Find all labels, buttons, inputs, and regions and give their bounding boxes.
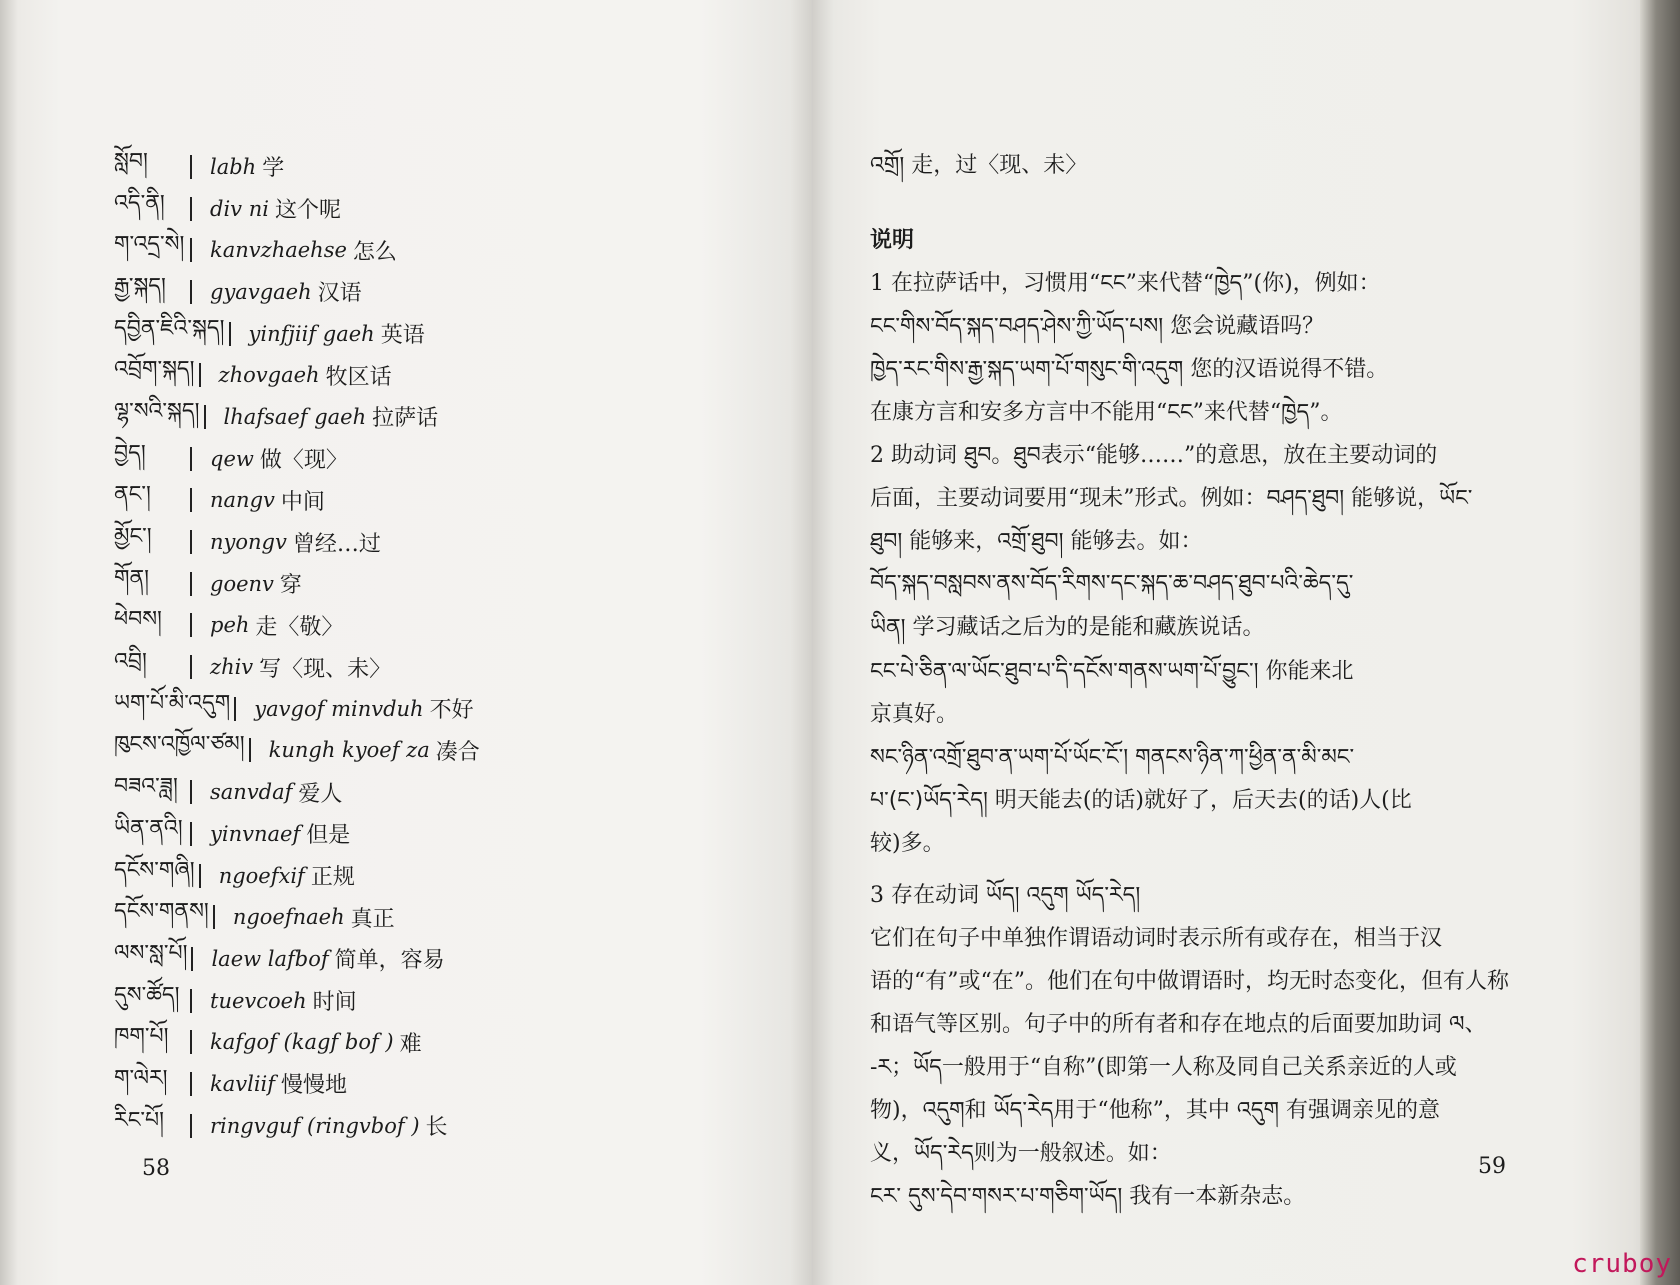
romanization: tuevcoeh: [210, 988, 307, 1013]
tibetan-word: བྱེད།: [114, 440, 146, 466]
chinese-gloss: 做〈现〉: [259, 448, 348, 474]
text-line: [870, 822, 1530, 865]
chinese-text: -ར；ཡོད一般用于“自称”(即第一人称及同自己关系亲近的人或: [870, 1055, 1457, 1080]
romanization: kavliif: [210, 1071, 276, 1096]
chinese-gloss: 时间: [312, 990, 357, 1016]
chinese-text: 3 存在动词 ཡོད། འདུག ཡོད་རེད།: [870, 883, 1141, 908]
tibetan-word: འདི་ནི།: [114, 190, 165, 216]
romanization: qew: [210, 446, 254, 471]
text-line: [870, 144, 1530, 187]
romanization: ngoefxif: [218, 863, 305, 888]
tibetan-text: སང་ཉིན་འགྲོ་ཐུབ་ན་ཡག་པོ་ཡོང་ངོ་། གནངས་ཉིན་ཀ་ཕྱིན་ན་མི་མང་: [870, 745, 1355, 770]
romanization: nangv: [210, 488, 275, 513]
shad-divider: [190, 572, 192, 596]
text-line: [870, 960, 1530, 1003]
tibetan-word: ག་འདྲ་སེ།: [114, 232, 185, 258]
chinese-gloss: 牧区话: [325, 364, 392, 390]
chinese-gloss: 难: [399, 1031, 422, 1057]
chinese-text: 语的“有”或“在”。他们在句中做谓语时，均无时态变化，但有人称: [870, 969, 1509, 994]
vocab-entry: [114, 1105, 794, 1147]
romanization: zhiv: [210, 655, 254, 680]
romanization: yinfjiif gaeh: [248, 321, 375, 346]
vocab-entry: [114, 1021, 794, 1063]
chinese-text: 你能来北: [1265, 659, 1354, 684]
shad-divider: [190, 1114, 192, 1138]
text-line: [870, 391, 1530, 434]
chinese-text: 义，ཡོད་རེད则为一般叙述。如：: [870, 1141, 1172, 1166]
chinese-gloss: 写〈现、未〉: [259, 656, 392, 682]
tibetan-text: ཡིན།: [870, 615, 906, 640]
shad-divider: [190, 488, 192, 512]
text-line: [870, 520, 1530, 563]
chinese-text: ཐུབ། 能够来，འགྲོ་ཐུབ། 能够去。如：: [870, 529, 1203, 554]
romanization: ngoefnaeh: [232, 905, 345, 930]
tibetan-word: འབྲི།: [114, 649, 147, 675]
chinese-text: 您的汉语说得不错。: [1190, 357, 1389, 382]
text-line: [870, 1003, 1530, 1046]
text-line: [870, 562, 1530, 605]
chinese-gloss: 这个呢: [274, 198, 341, 224]
tibetan-word: གོན།: [114, 565, 150, 591]
romanization: gyavgaeh: [210, 279, 312, 304]
tibetan-word: རྒྱ་སྐད།: [114, 273, 166, 299]
romanization: peh: [210, 613, 250, 638]
chinese-text: 学习藏话之后为的是能和藏族说话。: [912, 615, 1265, 640]
shad-divider: [190, 1072, 192, 1096]
tibetan-word: ཡག་པོ་མི་འདུག: [114, 690, 231, 716]
chinese-text: 明天能去(的话)就好了，后天去(的话)人(比: [994, 788, 1412, 813]
chinese-gloss: 凑合: [435, 739, 480, 765]
chinese-gloss: 学: [262, 156, 285, 182]
vocab-entry: [114, 938, 794, 980]
tibetan-text: ངང་གིས་བོད་སྐད་བཤད་ཤེས་ཀྱི་ཡོད་པས།: [870, 314, 1164, 339]
tibetan-text: ངར་ དུས་དེབ་གསར་པ་གཅིག་ཡོད།: [870, 1184, 1123, 1209]
shad-divider: [190, 238, 192, 262]
text-line: [870, 1132, 1530, 1175]
tibetan-word: སློབ།: [114, 148, 148, 174]
chinese-gloss: 中间: [280, 489, 325, 515]
text-line: [870, 262, 1530, 305]
text-line: [870, 874, 1530, 917]
shad-divider: [190, 1030, 192, 1054]
tibetan-word: ནང་།: [114, 482, 151, 508]
romanization: div ni: [210, 196, 269, 221]
vocab-entry: [114, 396, 794, 438]
vocab-entry: [114, 146, 794, 188]
vocab-entry: [114, 896, 794, 938]
romanization: zhovgaeh: [218, 363, 320, 388]
shad-divider: [190, 197, 192, 221]
romanization: goenv: [210, 571, 274, 596]
chinese-gloss: 怎么: [352, 239, 397, 265]
vocab-entry: [114, 1063, 794, 1105]
romanization: yinvnaef: [210, 821, 301, 846]
vocab-entry: [114, 730, 794, 772]
tibetan-word: ཕེབས།: [114, 607, 162, 633]
text-line: [870, 606, 1530, 649]
shad-divider: [213, 905, 215, 929]
tibetan-word: དབྱིན་ཇིའི་སྐད།: [114, 315, 225, 341]
text-line: [870, 1175, 1530, 1218]
romanization: nyongv: [210, 530, 287, 555]
page-number-left: 58: [142, 1156, 170, 1181]
chinese-gloss: 穿: [279, 573, 302, 599]
text-line: [870, 434, 1530, 477]
romanization: laew lafbof: [211, 946, 329, 971]
tibetan-text: ངང་པེ་ཅིན་ལ་ཡོང་ཐུབ་པ་དི་དངོས་གནས་ཡག་པོ་བྱུང་།: [870, 659, 1259, 684]
text-line: [870, 1089, 1530, 1132]
shad-divider: [190, 822, 192, 846]
shad-divider: [190, 155, 192, 179]
watermark: cruboy: [1572, 1249, 1672, 1279]
vocab-list: [114, 146, 794, 1147]
tibetan-word: ཡིན་ནའི།: [114, 815, 183, 841]
vocab-entry: [114, 605, 794, 647]
chinese-text: 它们在句子中单独作谓语动词时表示所有或存在，相当于汉: [870, 926, 1443, 951]
chinese-text: 较)多。: [870, 831, 945, 856]
chinese-text: 走，过〈现、未〉: [911, 153, 1088, 178]
vocab-entry: [114, 855, 794, 897]
vocab-entry: [114, 480, 794, 522]
tibetan-word: ལྷ་སའི་སྐད།: [114, 398, 200, 424]
shad-divider: [190, 780, 192, 804]
text-line: [870, 779, 1530, 822]
romanization: kungh kyoef za: [268, 738, 430, 763]
shad-divider: [229, 322, 231, 346]
text-line: [870, 650, 1530, 693]
text-line: [870, 477, 1530, 520]
shad-divider: [199, 363, 201, 387]
tibetan-text: འགྲོ།: [870, 153, 905, 178]
tibetan-text: པ་(ང་)ཡོད་རེད།: [870, 788, 988, 813]
chinese-gloss: 英语: [380, 323, 425, 349]
section-heading: [870, 219, 1530, 262]
shad-divider: [190, 655, 192, 679]
tibetan-word: དུས་ཚོད།: [114, 982, 180, 1008]
chinese-gloss: 曾经…过: [292, 531, 381, 557]
chinese-text: 1 在拉萨话中，习惯用“ངང”来代替“ཁྱེད”(你)，例如：: [870, 271, 1381, 296]
vocab-entry: [114, 563, 794, 605]
shad-divider: [249, 738, 251, 762]
tibetan-word: ག་ལེར།: [114, 1065, 168, 1091]
tibetan-word: འབྲོག་སྐད།: [114, 357, 195, 383]
chinese-gloss: 汉语: [317, 281, 362, 307]
romanization: labh: [210, 154, 257, 179]
romanization: lhafsaef gaeh: [223, 404, 367, 429]
chinese-text: 物)，འདུག和 ཡོད་རེད用于“他称”，其中 འདུག 有强调亲见的意: [870, 1098, 1440, 1123]
tibetan-word: ལས་སླ་པོ།: [114, 940, 188, 966]
shad-divider: [190, 989, 192, 1013]
page-number-right: 59: [1478, 1154, 1506, 1179]
chinese-text: 后面，主要动词要用“现未”形式。例如：བཤད་ཐུབ། 能够说，ཡོང་: [870, 486, 1473, 511]
chinese-gloss: 不好: [429, 698, 474, 724]
chinese-text: 说明: [870, 227, 915, 253]
text-line: [870, 348, 1530, 391]
vocab-entry: [114, 980, 794, 1022]
tibetan-word: ཁུངས་འཁྱོལ་ཙམ།: [114, 732, 245, 758]
chinese-text: 2 助动词 ཐུབ。ཐུབ表示“能够……”的意思，放在主要动词的: [870, 443, 1438, 468]
chinese-gloss: 简单，容易: [334, 948, 445, 974]
text-line: [870, 917, 1530, 960]
tibetan-word: ཁག་པོ།: [114, 1024, 169, 1050]
chinese-gloss: 拉萨话: [372, 406, 439, 432]
vocab-entry: [114, 813, 794, 855]
chinese-text: 您会说藏语吗？: [1170, 314, 1325, 339]
text-line: [870, 305, 1530, 348]
vocab-entry: [114, 229, 794, 271]
left-page: [0, 0, 812, 1285]
romanization: sanvdaf: [210, 780, 293, 805]
shad-divider: [190, 447, 192, 471]
tibetan-text: བོད་སྐད་བསླབས་ནས་བོད་རིགས་དང་སྐད་ཆ་བཤད་ཐུབ་པའི་ཆེད་དུ་: [870, 571, 1354, 596]
tibetan-word: དངོས་གཞི།: [114, 857, 195, 883]
vocab-entry: [114, 521, 794, 563]
tibetan-word: མྱོང་།: [114, 524, 152, 550]
shad-divider: [191, 947, 193, 971]
shad-divider: [234, 697, 236, 721]
romanization: yavgof minvduh: [254, 696, 424, 721]
tibetan-word: བཟའ་ཟླ།: [114, 774, 178, 800]
shad-divider: [190, 613, 192, 637]
tibetan-text: ཁྱེད་རང་གིས་རྒྱ་སྐད་ཡག་པོ་གསུང་གི་འདུག: [870, 357, 1184, 382]
shad-divider: [204, 405, 206, 429]
book-edge: [1640, 0, 1680, 1285]
chinese-text: 我有一本新杂志。: [1129, 1184, 1306, 1209]
romanization: kanvzhaehse: [210, 238, 347, 263]
romanization: kafgof (kagf bof ): [210, 1030, 394, 1055]
tibetan-word: རིང་པོ།: [114, 1107, 165, 1133]
chinese-gloss: 正规: [310, 865, 355, 891]
chinese-gloss: 真正: [350, 906, 395, 932]
text-line: [870, 693, 1530, 736]
chinese-gloss: 慢慢地: [281, 1073, 348, 1099]
chinese-text: 和语气等区别。句子中的所有者和存在地点的后面要加助词 ལ、: [870, 1012, 1487, 1037]
chinese-gloss: 爱人: [298, 781, 343, 807]
shad-divider: [199, 864, 201, 888]
vocab-entry: [114, 438, 794, 480]
shad-divider: [190, 280, 192, 304]
tibetan-word: དངོས་གནས།: [114, 899, 209, 925]
chinese-text: 京真好。: [870, 702, 959, 727]
chinese-gloss: 走〈敬〉: [255, 614, 344, 640]
romanization: ringvguf (ringvbof ): [210, 1113, 420, 1138]
text-line: [870, 736, 1530, 779]
vocab-entry: [114, 188, 794, 230]
chinese-text: 在康方言和安多方言中不能用“ངང”来代替“ཁྱེད”。: [870, 400, 1343, 425]
vocab-entry: [114, 313, 794, 355]
shad-divider: [190, 530, 192, 554]
text-line: [870, 1046, 1530, 1089]
chinese-gloss: 长: [425, 1115, 448, 1141]
chinese-gloss: 但是: [306, 823, 351, 849]
